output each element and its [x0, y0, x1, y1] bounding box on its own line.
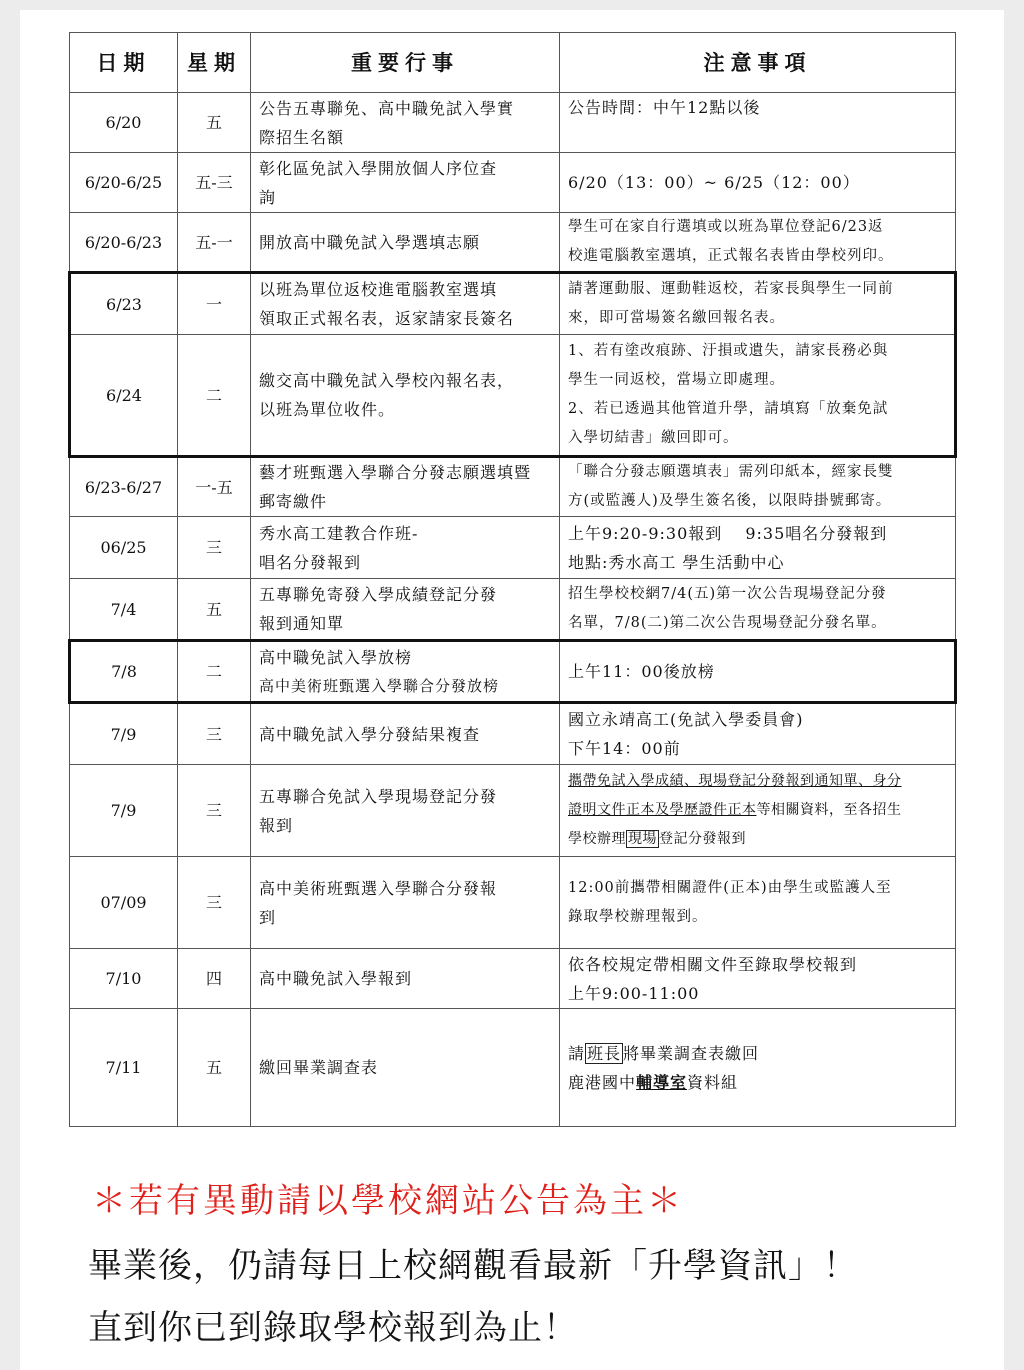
note-cell — [560, 273, 956, 335]
note-line: 依各校規定帶相關文件至錄取學校報到 — [568, 954, 858, 974]
note-text: 鹿港國中 — [568, 1072, 637, 1092]
event-cell — [251, 457, 560, 517]
event-line: 以班為單位收件。 — [259, 400, 396, 419]
event-cell — [251, 579, 560, 641]
day-cell: 五 — [178, 93, 251, 153]
day-cell: 三 — [178, 857, 251, 949]
event-line: 高中美術班甄選入學聯合分發報 — [259, 878, 498, 898]
table-row — [70, 457, 956, 517]
day-cell: 一-五 — [178, 457, 251, 517]
day-cell: 五 — [178, 579, 251, 641]
event-line: 秀水高工建教合作班- — [259, 523, 419, 543]
table-row — [70, 153, 956, 213]
event-line: 繳回畢業調查表 — [259, 1058, 379, 1077]
event-cell — [251, 949, 560, 1009]
table-row — [70, 93, 956, 153]
note-line: 學生一同返校，當場立即處理。 — [568, 372, 785, 388]
note-line: 上午9:20-9:30報到 9:35唱名分發報到 — [568, 523, 888, 543]
table-row — [70, 213, 956, 273]
event-cell — [251, 517, 560, 579]
note-line: 12:00前攜帶相關證件(正本)由學生或監護人至 — [568, 879, 892, 896]
schedule-table — [68, 32, 957, 1127]
note-cell — [560, 949, 956, 1009]
note-line: 國立永靖高工(免試入學委員會) — [568, 710, 804, 729]
table-row — [70, 703, 956, 765]
day-cell: 五 — [178, 1009, 251, 1127]
day-cell: 二 — [178, 335, 251, 457]
footer-line-2: 直到你已到錄取學校報到為止！ — [88, 1308, 578, 1348]
event-line: 繳交高中職免試入學校內報名表， — [259, 371, 515, 390]
note-cell — [560, 579, 956, 641]
note-line: 6/20（13：00）~ 6/25（12：00） — [568, 173, 860, 192]
underlined-text: 證明文件正本及學歷證件正本 — [568, 802, 757, 818]
event-line: 以班為單位返校進電腦教室選填 — [259, 280, 498, 299]
event-cell — [251, 857, 560, 949]
header-note: 注意事項 — [560, 33, 956, 93]
day-cell: 二 — [178, 641, 251, 703]
event-line: 開放高中職免試入學選填志願 — [259, 232, 481, 252]
date-cell: 6/24 — [70, 335, 178, 457]
footer-warning: ＊若有異動請以學校網站公告為主＊ — [92, 1181, 684, 1221]
event-line: 領取正式報名表，返家請家長簽名 — [259, 309, 515, 328]
note-text: 學校辦理 — [568, 831, 626, 847]
note-line: 2、若已透過其他管道升學，請填寫「放棄免試 — [568, 401, 889, 417]
date-cell: 7/9 — [70, 765, 178, 857]
table-row — [70, 641, 956, 703]
event-line: 詢 — [259, 187, 277, 207]
note-cell — [560, 1009, 956, 1127]
note-cell — [560, 517, 956, 579]
event-line: 五專聯合免試入學現場登記分發 — [259, 786, 498, 806]
event-line: 高中美術班甄選入學聯合分發放榜 — [259, 676, 500, 695]
footer-line-1: 畢業後，仍請每日上校網觀看最新「升學資訊」！ — [88, 1246, 858, 1286]
event-cell — [251, 1009, 560, 1127]
date-cell: 6/20 — [70, 93, 178, 153]
note-cell — [560, 641, 956, 703]
day-cell: 三 — [178, 517, 251, 579]
note-cell — [560, 93, 956, 153]
note-line: 上午9:00-11:00 — [568, 983, 700, 1003]
note-line — [568, 1039, 947, 1068]
table-row — [70, 857, 956, 949]
event-cell — [251, 273, 560, 335]
event-line: 彰化區免試入學開放個人序位查 — [259, 158, 498, 178]
note-line: 「聯合分發志願選填表」需列印紙本，經家長雙 — [568, 464, 894, 480]
event-cell — [251, 765, 560, 857]
emphasis-text: 輔導室 — [636, 1072, 688, 1092]
event-line: 報到通知單 — [259, 614, 345, 633]
note-text: 資料組 — [687, 1072, 739, 1092]
event-line: 藝才班甄選入學聯合分發志願選填暨 — [259, 463, 532, 482]
date-cell: 6/20-6/23 — [70, 213, 178, 273]
table-row — [70, 1009, 956, 1127]
event-cell — [251, 93, 560, 153]
event-cell — [251, 153, 560, 213]
note-cell — [560, 457, 956, 517]
note-line: 招生學校校網7/4(五)第一次公告現場登記分發 — [568, 586, 887, 602]
date-cell: 6/23 — [70, 273, 178, 335]
event-cell — [251, 213, 560, 273]
header-date: 日期 — [70, 33, 178, 93]
note-line: 名單，7/8(二)第二次公告現場登記分發名單。 — [568, 615, 887, 631]
note-line: 校進電腦教室選填，正式報名表皆由學校列印。 — [568, 248, 894, 264]
note-text: 登記分發報到 — [659, 831, 746, 847]
header-day: 星期 — [178, 33, 251, 93]
event-cell — [251, 641, 560, 703]
date-cell: 6/23-6/27 — [70, 457, 178, 517]
note-line: 方(或監護人)及學生簽名後，以限時掛號郵寄。 — [568, 493, 892, 509]
day-cell: 一 — [178, 273, 251, 335]
table-row — [70, 579, 956, 641]
note-cell — [560, 153, 956, 213]
note-line: 請著運動服、運動鞋返校，若家長與學生一同前 — [568, 281, 894, 297]
header-event: 重要行事 — [251, 33, 560, 93]
note-cell — [560, 857, 956, 949]
note-line: 學生可在家自行選填或以班為單位登記6/23返 — [568, 219, 884, 235]
boxed-text: 現場 — [628, 831, 657, 847]
date-cell: 7/11 — [70, 1009, 178, 1127]
day-cell: 三 — [178, 703, 251, 765]
page — [20, 10, 1004, 1370]
note-line: 入學切結書」繳回即可。 — [568, 430, 739, 446]
note-line: 下午14：00前 — [568, 739, 681, 758]
date-cell: 7/4 — [70, 579, 178, 641]
note-line — [568, 825, 947, 854]
day-cell: 五-一 — [178, 213, 251, 273]
table-row — [70, 517, 956, 579]
date-cell: 06/25 — [70, 517, 178, 579]
note-cell — [560, 335, 956, 457]
note-line: 公告時間：中午12點以後 — [568, 98, 761, 117]
table-row — [70, 765, 956, 857]
table-row — [70, 335, 956, 457]
event-line: 際招生名額 — [259, 127, 345, 147]
table-row — [70, 949, 956, 1009]
event-line: 唱名分發報到 — [259, 552, 362, 572]
note-text: 請 — [568, 1043, 586, 1063]
date-cell: 07/09 — [70, 857, 178, 949]
note-line — [568, 796, 947, 825]
date-cell: 7/8 — [70, 641, 178, 703]
note-cell — [560, 703, 956, 765]
note-line: 來，即可當場簽名繳回報名表。 — [568, 310, 785, 326]
note-text: 將畢業調查表繳回 — [623, 1043, 760, 1063]
event-line: 高中職免試入學放榜 — [259, 647, 413, 667]
event-line: 五專聯免寄發入學成績登記分發 — [259, 585, 498, 604]
note-line: 上午11：00後放榜 — [568, 662, 715, 681]
table-row — [70, 273, 956, 335]
event-line: 高中職免試入學分發結果複查 — [259, 724, 481, 744]
day-cell: 四 — [178, 949, 251, 1009]
date-cell: 6/20-6/25 — [70, 153, 178, 213]
day-cell: 三 — [178, 765, 251, 857]
note-cell — [560, 213, 956, 273]
note-line: 攜帶免試入學成績、現場登記分發報到通知單、身分 — [568, 773, 902, 789]
note-text: 等相關資料，至各招生 — [756, 802, 902, 818]
note-cell — [560, 765, 956, 857]
date-cell: 7/10 — [70, 949, 178, 1009]
event-line: 報到 — [259, 815, 294, 835]
event-line: 郵寄繳件 — [259, 492, 328, 511]
event-line: 高中職免試入學報到 — [259, 969, 413, 988]
event-cell — [251, 703, 560, 765]
note-line: 1、若有塗改痕跡、汙損或遺失，請家長務必與 — [568, 343, 889, 359]
event-cell — [251, 335, 560, 457]
note-line — [568, 1068, 947, 1097]
boxed-text: 班長 — [587, 1043, 622, 1063]
day-cell: 五-三 — [178, 153, 251, 213]
date-cell: 7/9 — [70, 703, 178, 765]
event-line: 到 — [259, 907, 277, 927]
event-line: 公告五專聯免、高中職免試入學實 — [259, 98, 515, 118]
note-line: 地點:秀水高工 學生活動中心 — [568, 552, 785, 572]
header-row — [70, 33, 956, 93]
note-line: 錄取學校辦理報到。 — [568, 908, 708, 925]
